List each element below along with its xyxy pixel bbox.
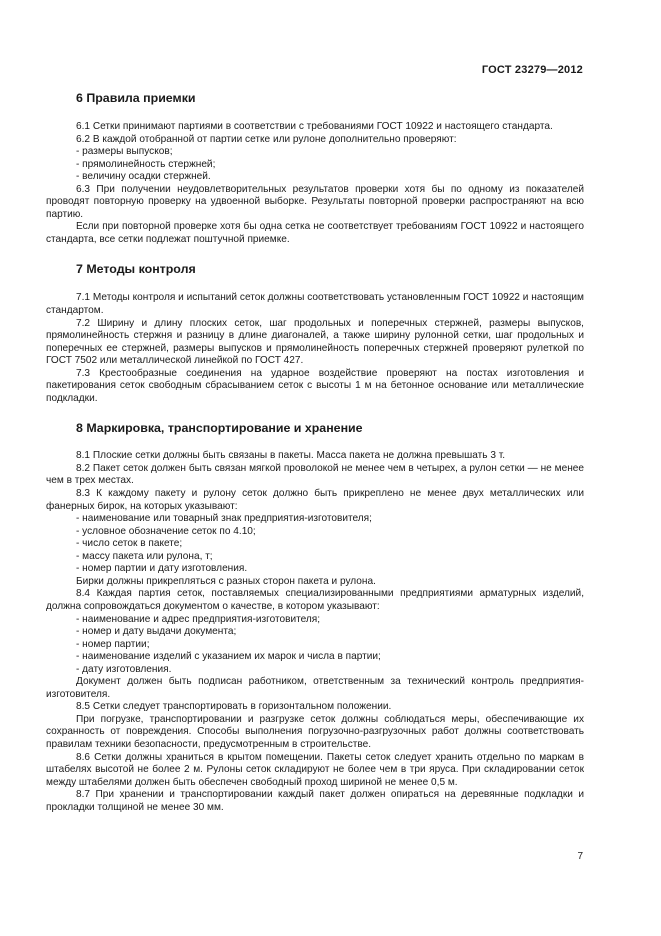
- paragraph: 7.2 Ширину и длину плоских сеток, шаг продольных и поперечных стержней, размеры выпусков, прямолинейность стержня и разницу в длине диагоналей, а также ширину рулонной сетки, шаг продольных и поперечных ее стержней, размеры выпусков и прямолинейность поперечных стержней проверяют рулеткой по ГОСТ 7502 или металлической линейкой по ГОСТ 427.: [46, 317, 584, 367]
- section-heading-s7: 7 Методы контроля: [76, 262, 196, 277]
- list-item: - наименование или товарный знак предприятия-изготовителя;: [76, 513, 372, 525]
- list-item: - число сеток в пакете;: [76, 538, 183, 550]
- paragraph: 6.1 Сетки принимают партиями в соответствии с требованиями ГОСТ 10922 и настоящего стандарта.: [76, 121, 553, 132]
- section-heading-s8: 8 Маркировка, транспортирование и хранение: [76, 421, 363, 436]
- page-number: 7: [577, 851, 583, 862]
- document-body: [46, 90, 584, 814]
- list-item: - массу пакета или рулона, т;: [76, 550, 213, 562]
- list-item: - номер и дату выдачи документа;: [76, 626, 237, 638]
- list-item: - наименование и адрес предприятия-изготовителя;: [76, 613, 321, 625]
- paragraph: 7.3 Крестообразные соединения на ударное воздействие проверяют на постах изготовления и пакетирования сеток свободным сбрасыванием сеток с высоты 1 м на бетонное основание или металлические подкладки.: [46, 367, 584, 404]
- paragraph: 6.3 При получении неудовлетворительных результатов проверки хотя бы по одному из показателей проводят повторную проверку на удвоенной выборке. Результаты повторной проверки распространяют на всю партию.: [46, 183, 584, 220]
- paragraph: 8.7 При хранении и транспортировании каждый пакет должен опираться на деревянные подкладки и прокладки толщиной не менее 30 мм.: [46, 789, 584, 813]
- list-item: - условное обозначение сеток по 4.10;: [76, 525, 256, 537]
- paragraph: Бирки должны прикрепляться с разных сторон пакета и рулона.: [76, 575, 376, 587]
- list-item: - величину осадки стержней.: [76, 171, 211, 183]
- list-item: - прямолинейность стержней;: [76, 158, 216, 170]
- paragraph: 8.1 Плоские сетки должны быть связаны в пакеты. Масса пакета не должна превышать 3 т.: [76, 450, 506, 462]
- list-item: - дату изготовления.: [76, 663, 172, 675]
- paragraph: При погрузке, транспортировании и разгрузке сеток должны соблюдаться меры, обеспечивающие их сохранность от повреждения. Способы выполнения погрузочно-разгрузочных работ должны соответствовать правилам техники безопасности, предусмотренным в строительстве.: [46, 713, 584, 750]
- paragraph: 8.3 К каждому пакету и рулону сеток должно быть прикреплено не менее двух металлических или фанерных бирок, на которых указывают:: [46, 488, 584, 512]
- section-heading-s6: 6 Правила приемки: [76, 91, 196, 105]
- document-code-header: ГОСТ 23279—2012: [481, 64, 583, 76]
- list-item: - наименование изделий с указанием их марок и числа в партии;: [76, 651, 381, 663]
- paragraph: Если при повторной проверке хотя бы одна сетка не соответствует требованиям ГОСТ 10922 и настоящего стандарта, все сетки подлежат поштучной приемке.: [46, 221, 584, 245]
- paragraph: 6.2 В каждой отобранной от партии сетке или рулоне дополнительно проверяют:: [76, 133, 457, 145]
- paragraph: 8.2 Пакет сеток должен быть связан мягкой проволокой не менее чем в четырех, а рулон сетки — не менее чем в трех местах.: [46, 462, 584, 487]
- paragraph: 7.1 Методы контроля и испытаний сеток должны соответствовать установленным ГОСТ 10922 и настоящим стандартом.: [46, 292, 584, 317]
- list-item: - номер партии и дату изготовления.: [76, 563, 248, 575]
- paragraph: 8.5 Сетки следует транспортировать в горизонтальном положении.: [76, 701, 392, 713]
- list-item: - номер партии;: [76, 638, 150, 650]
- paragraph: 8.6 Сетки должны храниться в крытом помещении. Пакеты сеток следует хранить отдельно по маркам в штабелях высотой не более 2 м. Рулоны сеток складируют не более чем в три яруса. При складировании сеток между штабелями должен быть обеспечен свободный проход шириной не менее 0,5 м.: [46, 751, 584, 788]
- paragraph: Документ должен быть подписан работником, ответственным за технический контроль предприятия-изготовителя.: [46, 676, 584, 700]
- paragraph: 8.4 Каждая партия сеток, поставляемых специализированными предприятиями арматурных изделий, должна сопровождаться документом о качестве, в котором указывают:: [46, 588, 584, 612]
- list-item: - размеры выпусков;: [76, 146, 173, 158]
